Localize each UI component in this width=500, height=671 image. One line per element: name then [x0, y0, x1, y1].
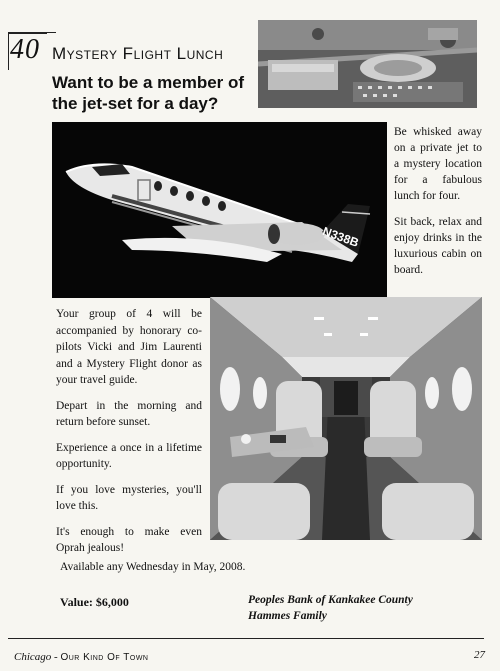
footer-separator: -	[51, 651, 61, 663]
left-paragraph-2: Depart in the morning and return before sunset.	[56, 399, 202, 428]
aerial-airport-photo	[258, 20, 477, 108]
left-paragraph-3: Experience a once in a lifetime opportunity.	[56, 441, 202, 470]
item-number: 40	[10, 34, 40, 65]
page-number: 27	[474, 649, 485, 661]
item-title: Mystery Flight Lunch	[52, 44, 224, 63]
footer-tagline: Our Kind Of Town	[60, 652, 149, 663]
donor-line-1: Peoples Bank of Kankakee County	[248, 594, 413, 606]
right-paragraph-1: Be whisked away on a private jet to a mystery location for a fabulous lunch for four.	[394, 126, 482, 202]
left-paragraph-4: If you love mysteries, you'll love this.	[56, 483, 202, 512]
page-footer	[14, 651, 149, 663]
availability-text: Available any Wednesday in May, 2008.	[60, 561, 246, 573]
item-value: Value: $6,000	[60, 595, 129, 609]
jet-cabin-photo	[210, 297, 482, 540]
donor-credit	[248, 592, 413, 624]
publication-name: Chicago	[14, 651, 52, 663]
left-paragraph-5: It's enough to make even Oprah jealous!	[56, 525, 202, 554]
footer-rule	[8, 638, 484, 639]
tail-number: N338B	[320, 224, 361, 250]
private-jet-photo	[52, 122, 387, 298]
donor-line-2: Hammes Family	[248, 610, 327, 622]
right-paragraph-2: Sit back, relax and enjoy drinks in the luxurious cabin on board.	[394, 216, 482, 276]
item-subtitle: Want to be a member of the jet-set for a day?	[52, 73, 245, 113]
left-paragraph-1: Your group of 4 will be accompanied by honorary co-pilots Vicki and Jim Laurenti and a Mystery Flight donor as your travel guide.	[56, 308, 202, 386]
description-left	[56, 306, 202, 566]
description-right	[394, 124, 482, 288]
